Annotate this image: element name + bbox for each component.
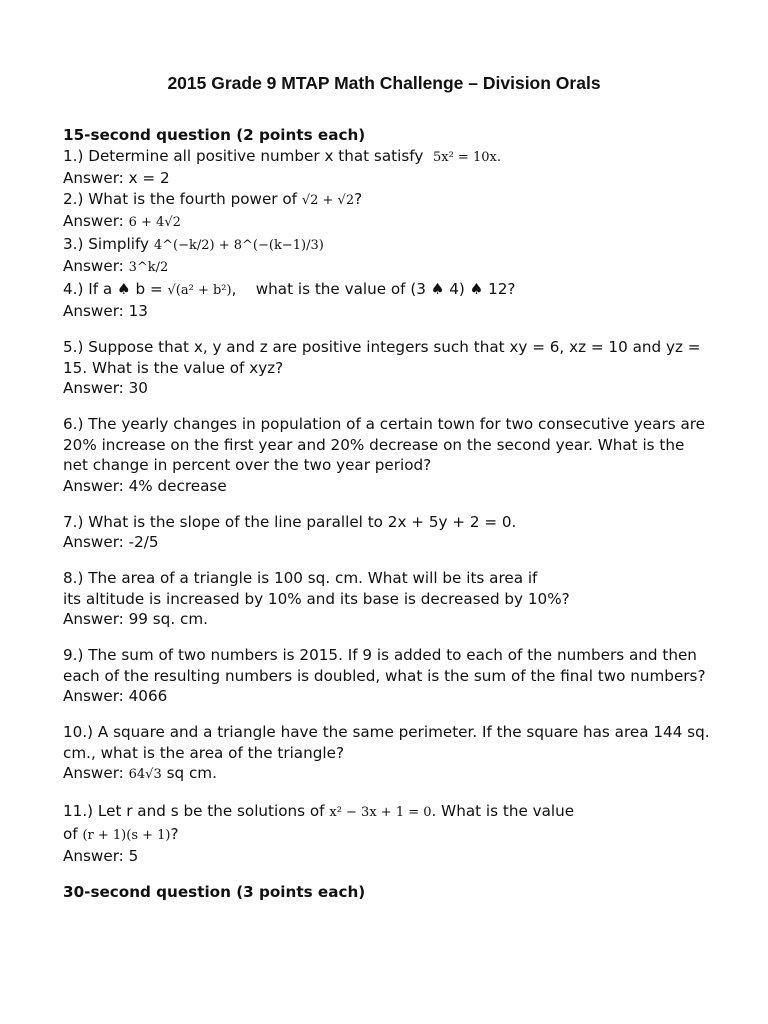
equation: x² − 3x + 1 = 0 <box>329 805 432 820</box>
answer-11: Answer: 5 <box>63 847 139 865</box>
equation: 64√3 <box>128 767 162 782</box>
question-7: 7.) What is the slope of the line parallel to 2x + 5y + 2 = 0. <box>63 512 517 531</box>
question-5: 5.) Suppose that x, y and z are positive integers such that xy = 6, xz = 10 and yz = 15. What is the value of xyz? <box>63 338 701 377</box>
question-4: 4.) If a ♠ b = √(a² + b²), what is the value of (3 ♠ 4) ♠ 12? <box>63 279 516 298</box>
document-body <box>63 125 713 903</box>
equation: 4^(−k/2) + 8^(−(k−1)/3) <box>153 237 324 253</box>
question-1: 1.) Determine all positive number x that satisfy 5x² = 10x. <box>63 146 501 165</box>
answer-6: Answer: 4% decrease <box>63 476 227 495</box>
question-11-line-1: 11.) Let r and s be the solutions of x² − 3x + 1 = 0. What is the value <box>63 802 575 820</box>
page-title: 2015 Grade 9 MTAP Math Challenge – Division Orals <box>167 73 601 93</box>
question-8-line-1: 8.) The area of a triangle is 100 sq. cm. What will be its area if <box>63 569 538 587</box>
question-3: 3.) Simplify 4^(−k/2) + 8^(−(k−1)/3) <box>63 234 324 253</box>
equation: 5x² = 10x. <box>432 149 501 165</box>
answer-7: Answer: -2/5 <box>63 533 159 551</box>
answer-2: Answer: 6 + 4√2 <box>63 212 181 230</box>
equation: 6 + 4√2 <box>128 215 181 230</box>
section-heading-15-second: 15-second question (2 points each) <box>63 126 366 144</box>
question-10: 10.) A square and a triangle have the same perimeter. If the square has area 144 sq. cm., what is the area of the triangle? <box>63 723 710 762</box>
answer-1: Answer: x = 2 <box>63 169 170 187</box>
equation: √2 + √2 <box>301 192 355 208</box>
section-heading-30-second: 30-second question (3 points each) <box>63 883 366 901</box>
answer-9: Answer: 4066 <box>63 687 168 705</box>
equation: (r + 1)(s + 1) <box>82 827 171 843</box>
answer-8: Answer: 99 sq. cm. <box>63 610 208 628</box>
answer-3: Answer: 3^k/2 <box>63 257 169 275</box>
question-11-line-2: of (r + 1)(s + 1)? <box>63 824 179 843</box>
equation: √(a² + b²) <box>167 282 232 298</box>
answer-5: Answer: 30 <box>63 379 148 397</box>
question-8-line-2: its altitude is increased by 10% and its base is decreased by 10%? <box>63 589 570 608</box>
question-6: 6.) The yearly changes in population of a certain town for two consecutive years are 20% increase on the first year and 20% decrease on the second year. What is the net change in percent over the two year period? <box>63 415 706 474</box>
answer-10: Answer: 64√3 sq cm. <box>63 764 217 782</box>
question-9: 9.) The sum of two numbers is 2015. If 9 is added to each of the numbers and then each of the resulting numbers is doubled, what is the sum of the final two numbers? <box>63 646 706 685</box>
answer-4: Answer: 13 <box>63 302 148 320</box>
question-2: 2.) What is the fourth power of √2 + √2? <box>63 189 363 208</box>
equation: 3^k/2 <box>128 260 169 275</box>
